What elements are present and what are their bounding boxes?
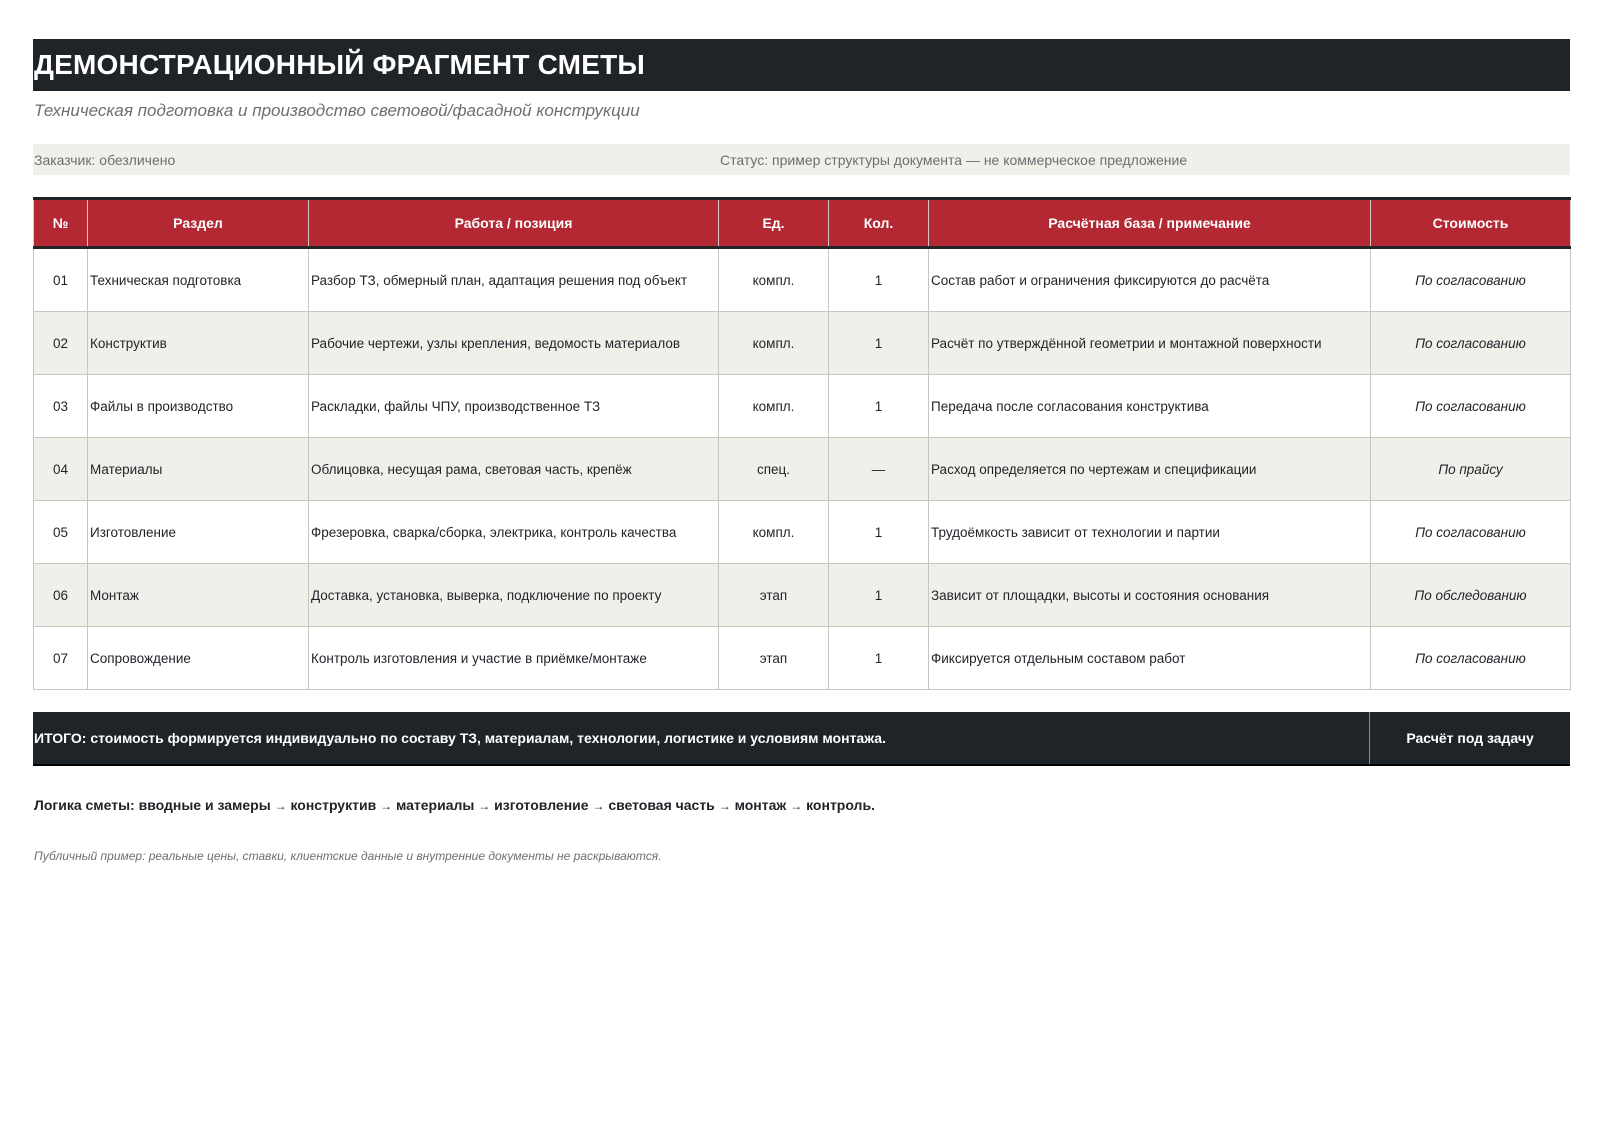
row-section: Конструктив [88, 312, 309, 375]
arrow-right-icon: → [718, 799, 731, 813]
row-qty: 1 [829, 375, 929, 438]
row-section: Техническая подготовка [88, 248, 309, 312]
row-section: Изготовление [88, 501, 309, 564]
row-qty: 1 [829, 248, 929, 312]
title-bar [33, 39, 1570, 91]
row-number: 03 [34, 375, 88, 438]
column-header-section: Раздел [88, 199, 309, 248]
customer-info: Заказчик: обезличено [34, 151, 176, 168]
disclaimer-note: Публичный пример: реальные цены, ставки, клиентские данные и внутренние документы не раскрываются. [34, 849, 662, 863]
logic-step: вводные и замеры [138, 797, 271, 813]
table-row [34, 375, 1571, 438]
row-section: Монтаж [88, 564, 309, 627]
row-work: Рабочие чертежи, узлы крепления, ведомость материалов [309, 312, 719, 375]
row-qty: 1 [829, 564, 929, 627]
logic-step: монтаж [734, 797, 787, 813]
estimate-document [33, 39, 1570, 863]
row-number: 05 [34, 501, 88, 564]
row-base: Трудоёмкость зависит от технологии и партии [929, 501, 1371, 564]
table-row [34, 627, 1571, 690]
row-section: Файлы в производство [88, 375, 309, 438]
meta-bar [33, 144, 1570, 175]
table-row [34, 501, 1571, 564]
arrow-right-icon: → [790, 799, 803, 813]
arrow-right-icon: → [478, 799, 491, 813]
table-row [34, 248, 1571, 312]
table-row [34, 564, 1571, 627]
table-row [34, 312, 1571, 375]
document-subtitle: Техническая подготовка и производство световой/фасадной конструкции [34, 101, 640, 120]
row-qty: — [829, 438, 929, 501]
row-cost: По согласованию [1371, 627, 1571, 690]
row-work: Фрезеровка, сварка/сборка, электрика, контроль качества [309, 501, 719, 564]
row-base: Расчёт по утверждённой геометрии и монтажной поверхности [929, 312, 1371, 375]
logic-step: контроль. [806, 797, 875, 813]
estimate-logic [33, 797, 1570, 813]
row-qty: 1 [829, 312, 929, 375]
row-base: Расход определяется по чертежам и спецификации [929, 438, 1371, 501]
row-unit: этап [719, 627, 829, 690]
row-base: Передача после согласования конструктива [929, 375, 1371, 438]
row-section: Сопровождение [88, 627, 309, 690]
row-cost: По прайсу [1371, 438, 1571, 501]
table-header [34, 199, 1571, 248]
arrow-right-icon: → [380, 799, 393, 813]
row-work: Разбор ТЗ, обмерный план, адаптация решения под объект [309, 248, 719, 312]
row-work: Контроль изготовления и участие в приёмке/монтаже [309, 627, 719, 690]
column-header-cost: Стоимость [1371, 199, 1571, 248]
row-unit: компл. [719, 248, 829, 312]
logic-step: световая часть [608, 797, 715, 813]
row-qty: 1 [829, 501, 929, 564]
row-number: 06 [34, 564, 88, 627]
row-base: Фиксируется отдельным составом работ [929, 627, 1371, 690]
row-cost: По согласованию [1371, 501, 1571, 564]
column-header-no: № [34, 199, 88, 248]
logic-step: изготовление [494, 797, 589, 813]
logic-step: конструктив [290, 797, 377, 813]
document-title: ДЕМОНСТРАЦИОННЫЙ ФРАГМЕНТ СМЕТЫ [34, 49, 646, 80]
row-unit: компл. [719, 375, 829, 438]
row-number: 04 [34, 438, 88, 501]
row-number: 02 [34, 312, 88, 375]
column-header-qty: Кол. [829, 199, 929, 248]
row-work: Доставка, установка, выверка, подключение по проекту [309, 564, 719, 627]
row-unit: этап [719, 564, 829, 627]
row-section: Материалы [88, 438, 309, 501]
row-unit: компл. [719, 501, 829, 564]
table-row [34, 438, 1571, 501]
row-cost: По согласованию [1371, 312, 1571, 375]
column-header-unit: Ед. [719, 199, 829, 248]
row-base: Зависит от площадки, высоты и состояния основания [929, 564, 1371, 627]
total-value: Расчёт под задачу [1406, 730, 1534, 746]
row-work: Облицовка, несущая рама, световая часть, крепёж [309, 438, 719, 501]
row-number: 07 [34, 627, 88, 690]
row-qty: 1 [829, 627, 929, 690]
table-body [34, 248, 1571, 690]
row-cost: По согласованию [1371, 248, 1571, 312]
row-number: 01 [34, 248, 88, 312]
row-cost: По обследованию [1371, 564, 1571, 627]
logic-step: материалы [395, 797, 475, 813]
total-bar [33, 712, 1570, 766]
column-header-base: Расчётная база / примечание [929, 199, 1371, 248]
row-unit: спец. [719, 438, 829, 501]
row-unit: компл. [719, 312, 829, 375]
arrow-right-icon: → [592, 799, 605, 813]
row-cost: По согласованию [1371, 375, 1571, 438]
logic-prefix: Логика сметы: [34, 797, 135, 813]
arrow-right-icon: → [274, 799, 287, 813]
column-header-work: Работа / позиция [309, 199, 719, 248]
total-label: ИТОГО: стоимость формируется индивидуально по составу ТЗ, материалам, технологии, логистике и условиям монтажа. [33, 712, 1370, 764]
row-work: Раскладки, файлы ЧПУ, производственное ТЗ [309, 375, 719, 438]
row-base: Состав работ и ограничения фиксируются до расчёта [929, 248, 1371, 312]
estimate-table [33, 197, 1571, 690]
status-info: Статус: пример структуры документа — не коммерческое предложение [720, 151, 1188, 168]
